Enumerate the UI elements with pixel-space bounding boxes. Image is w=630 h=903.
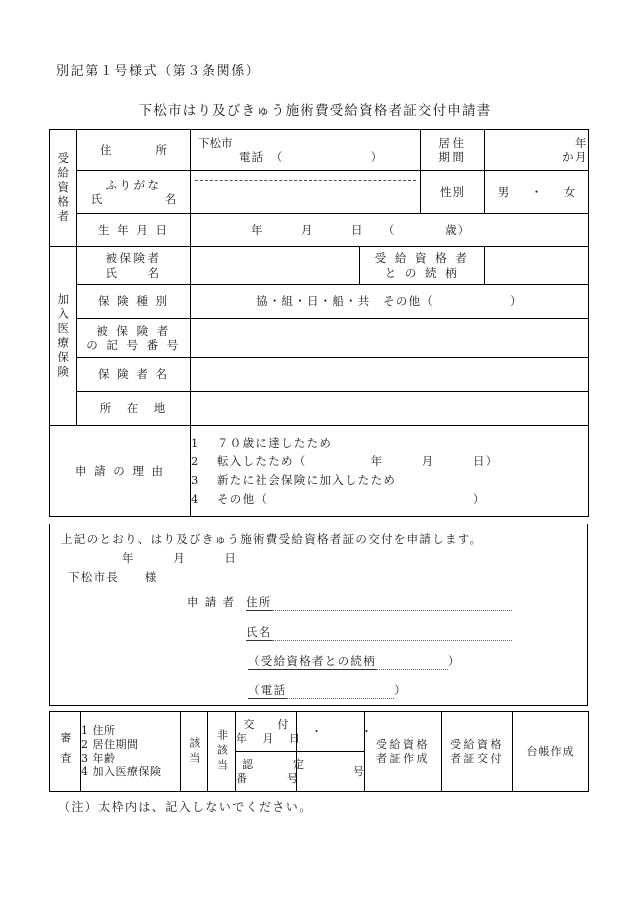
insurer-name-value[interactable] xyxy=(191,358,589,392)
applicant-relation-close: ） xyxy=(448,654,461,668)
birthdate-value-cell[interactable] xyxy=(191,214,589,247)
residence-period-value[interactable]: 年 か月 xyxy=(485,130,589,171)
name-value-cell[interactable] xyxy=(191,171,421,214)
main-form-table xyxy=(49,129,589,517)
applicant-address-field[interactable] xyxy=(246,594,512,611)
applicant-label: 申 請 者 xyxy=(187,595,236,609)
table-row-birthdate xyxy=(50,214,589,247)
applicant-phone-close: ） xyxy=(394,683,408,697)
cert-create-column-header: 受給資格 者証作成 xyxy=(365,712,442,792)
furigana-label: ふりがな xyxy=(105,177,162,192)
review-criterion: 3 年齢 xyxy=(81,751,116,765)
reason-item[interactable] xyxy=(191,490,588,509)
table-row-reason xyxy=(50,426,589,517)
relation-value[interactable] xyxy=(485,247,589,285)
review-criterion: 1 住所 xyxy=(81,724,116,737)
reason-number: 2 xyxy=(191,454,200,469)
table-row-insurer-name xyxy=(50,358,589,392)
cert-number-value[interactable]: 号 xyxy=(297,752,365,792)
reason-text: 転入したため（ 年 月 日） xyxy=(217,454,499,469)
table-row-insured-name xyxy=(50,247,589,285)
address-city-prefill: 下松市 xyxy=(198,135,233,150)
recipient-vertical-label: 受給資格者 xyxy=(50,130,77,247)
relation-label: 受 給 資 格 者 と の 続 柄 xyxy=(360,247,485,285)
address-label: 住 所 xyxy=(77,130,191,171)
reason-number: 4 xyxy=(191,491,200,506)
applicant-name-field[interactable] xyxy=(246,624,512,641)
reason-label: 申 請 の 理 由 xyxy=(50,426,191,517)
reason-item[interactable] xyxy=(191,471,588,490)
name-label-cell xyxy=(77,171,191,214)
insurer-location-label: 所 在 地 xyxy=(77,392,191,426)
sex-label: 性別 xyxy=(421,171,485,214)
insurance-kind-options[interactable]: 協・組・日・船・共 その他（ ） xyxy=(191,285,589,319)
insured-name-value[interactable] xyxy=(191,247,360,285)
applicant-name-input[interactable] xyxy=(272,628,512,641)
review-table xyxy=(49,711,589,792)
reason-item[interactable] xyxy=(191,434,588,453)
applicant-name-label: 氏名 xyxy=(246,625,272,639)
applicant-relation-label: （受給資格者との続柄 xyxy=(248,654,376,668)
applicant-phone-label: （電話 xyxy=(248,683,287,697)
reason-text: その他（ ） xyxy=(217,491,486,506)
applicant-relation-input[interactable] xyxy=(376,657,448,670)
cert-issue-column-header: 受給資格 者証交付 xyxy=(442,712,513,792)
furigana-separator xyxy=(195,180,416,181)
reason-options[interactable] xyxy=(191,426,589,517)
birthdate-value: 年 月 日 （ 歳） xyxy=(251,222,471,237)
name-label: 氏 名 xyxy=(90,192,184,206)
applicant-address-label: 住所 xyxy=(246,595,272,609)
reason-text: ７０歳に達したため xyxy=(217,435,333,450)
declaration-date-line[interactable]: 年 月 日 xyxy=(122,551,238,565)
issue-date-value[interactable]: ・ ・ xyxy=(297,712,365,752)
table-row-insured-number xyxy=(50,319,589,358)
review-vertical-label: 審査 xyxy=(50,712,81,792)
insured-number-value[interactable] xyxy=(191,319,589,358)
review-criteria-list xyxy=(81,712,181,792)
address-value-cell[interactable] xyxy=(191,130,421,171)
review-row-top xyxy=(50,712,589,752)
applicant-phone-field[interactable] xyxy=(248,682,407,699)
reason-number: 3 xyxy=(191,473,200,487)
address-phone-label: 電話 （ ） xyxy=(239,150,384,164)
applicable-label[interactable]: 該当 xyxy=(181,712,208,792)
ledger-create-column-header: 台帳作成 xyxy=(513,712,589,792)
declaration-addressee: 下松市長 様 xyxy=(68,570,158,584)
table-row-name xyxy=(50,171,589,214)
sex-options[interactable]: 男 ・ 女 xyxy=(485,171,589,214)
insurer-location-value[interactable] xyxy=(191,392,589,426)
footnote: （注）太枠内は、記入しないでください。 xyxy=(58,800,313,814)
review-criterion: 2 居住期間 xyxy=(81,737,139,751)
insurance-vertical-label: 加入医療保険 xyxy=(50,247,77,426)
insurer-name-label: 保 険 者 名 xyxy=(77,358,191,392)
table-row-insurance-kind xyxy=(50,285,589,319)
insurance-kind-label: 保 険 種 別 xyxy=(77,285,191,319)
insured-name-label: 被保険者 氏 名 xyxy=(77,247,191,285)
table-row-insurer-location xyxy=(50,392,589,426)
reason-text: 新たに社会保険に加入したため xyxy=(217,473,397,487)
reason-item[interactable] xyxy=(191,452,588,471)
page-title: 下松市はり及びきゅう施術費受給資格者証交付申請書 xyxy=(138,103,492,119)
declaration-block xyxy=(49,524,588,706)
insured-number-label: 被 保 険 者 の 記 号 番 号 xyxy=(77,319,191,358)
declaration-statement: 上記のとおり、はり及びきゅう施術費受給資格者証の交付を申請します。 xyxy=(61,532,483,546)
applicant-phone-input[interactable] xyxy=(286,686,394,699)
review-criterion: 4 加入医療保険 xyxy=(81,765,162,779)
issue-date-label: 交 付 年 月 日 xyxy=(236,712,297,752)
birthdate-label: 生 年 月 日 xyxy=(77,214,191,247)
form-number: 別記第１号様式（第３条関係） xyxy=(56,64,261,79)
table-row-address xyxy=(50,130,589,171)
not-applicable-label[interactable]: 非該当 xyxy=(208,712,236,792)
applicant-relation-field[interactable] xyxy=(248,653,461,670)
cert-number-label: 認 定 番 号 xyxy=(236,752,297,792)
applicant-address-input[interactable] xyxy=(272,598,512,611)
reason-number: 1 xyxy=(191,435,200,450)
residence-period-label: 居住 期間 xyxy=(421,130,485,171)
